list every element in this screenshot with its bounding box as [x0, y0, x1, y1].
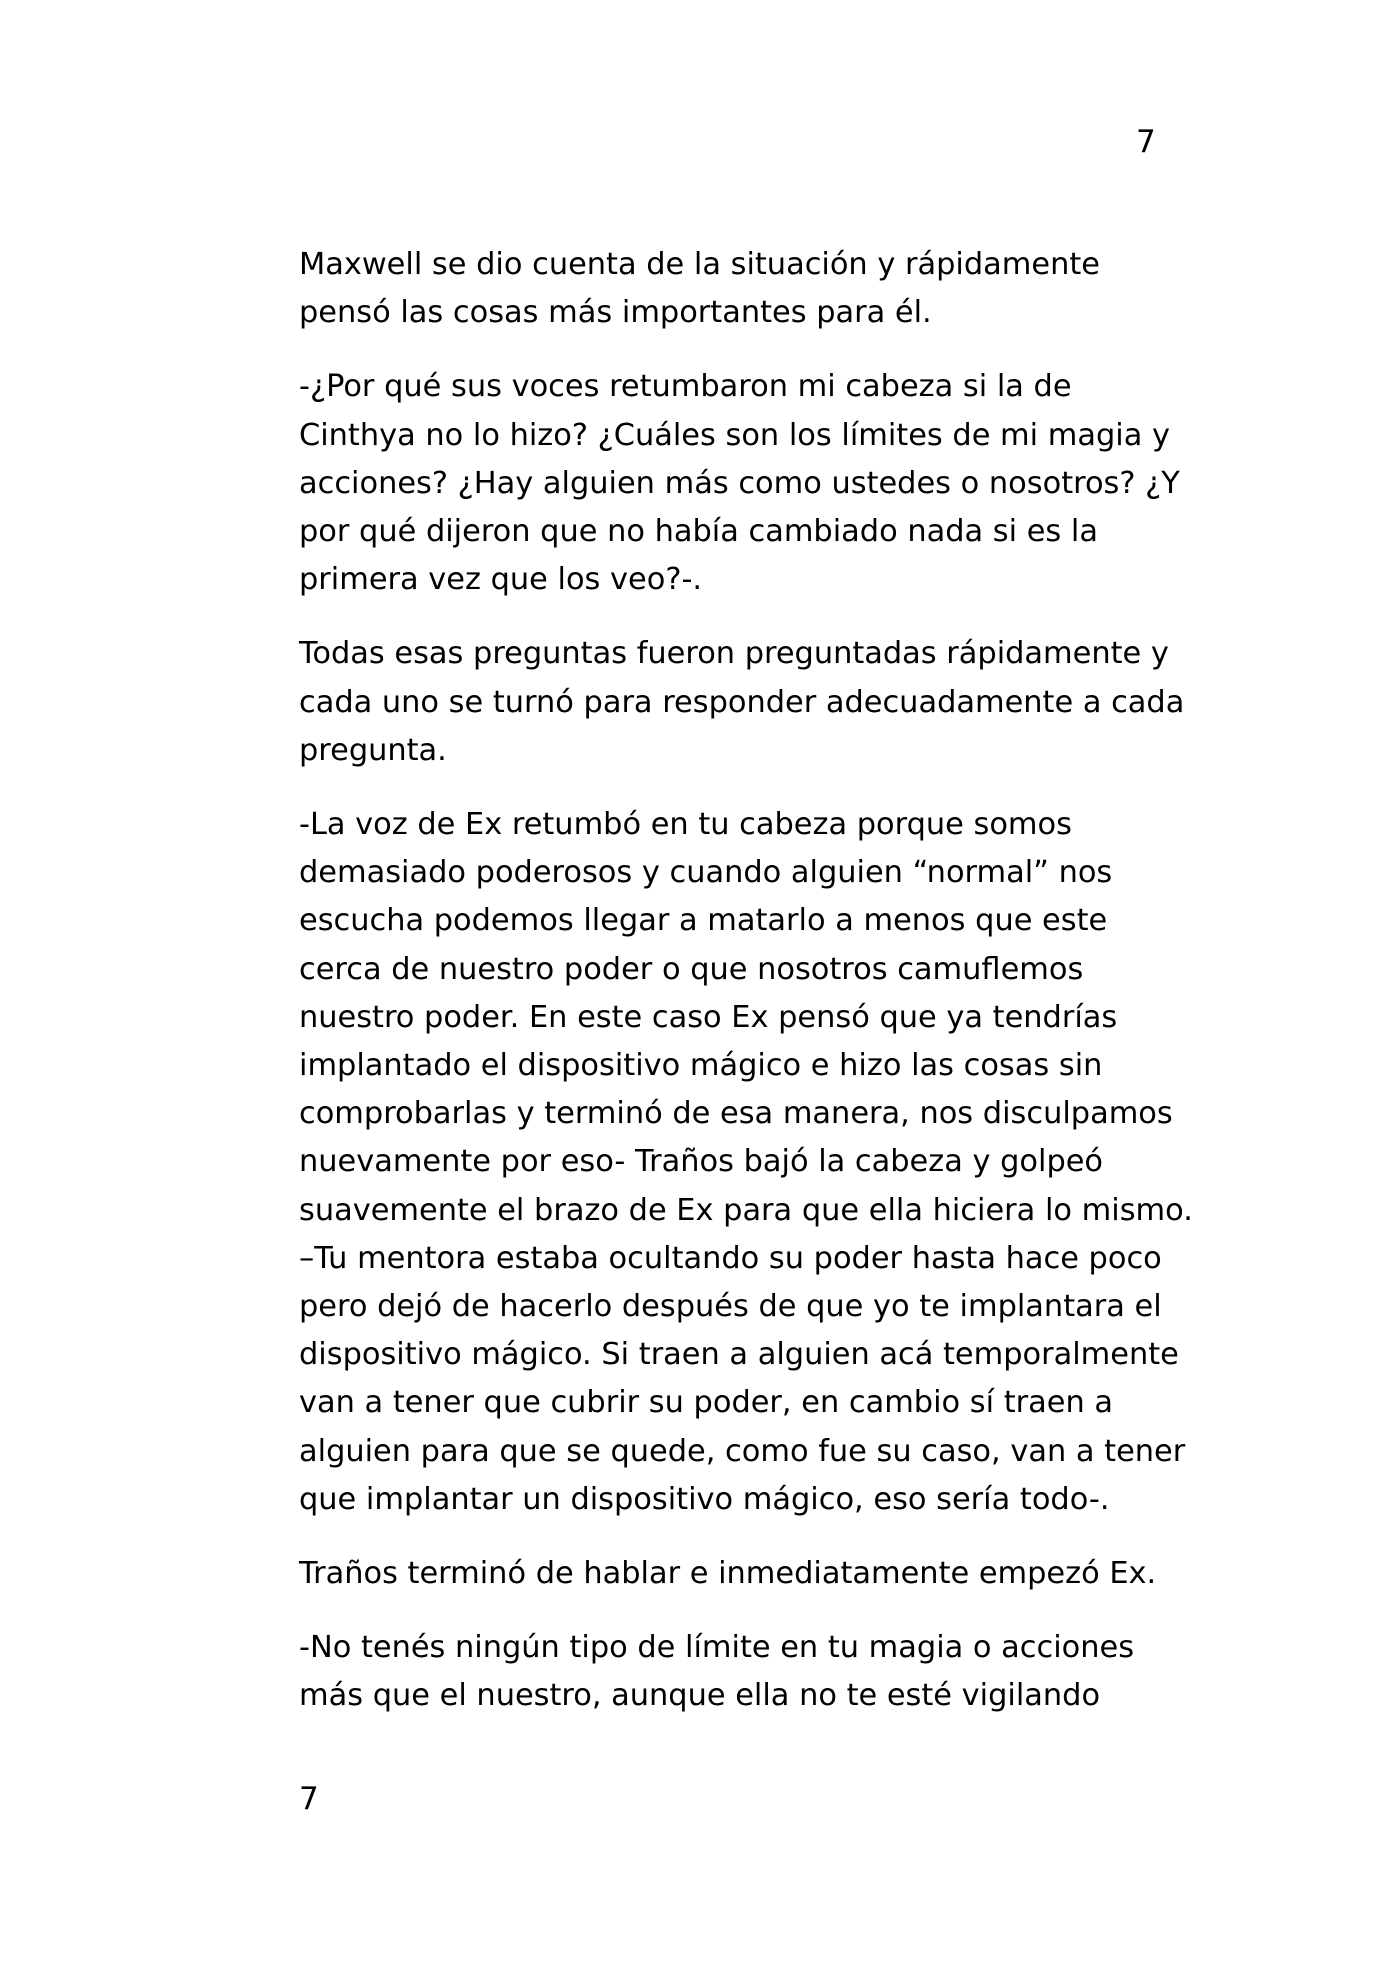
paragraph-4 — [299, 801, 1193, 1524]
text-line: nuevamente por eso- Traños bajó la cabeza y golpeó — [299, 1144, 1104, 1180]
text-line: demasiado poderosos y cuando alguien “normal” nos — [299, 855, 1113, 891]
text-line: cada uno se turnó para responder adecuadamente a cada — [299, 684, 1185, 720]
paragraph-5 — [299, 1550, 1179, 1598]
text-line: Traños terminó de hablar e inmediatamente empezó Ex. — [299, 1556, 1157, 1592]
paragraph-1 — [299, 241, 1179, 337]
text-line: escucha podemos llegar a matarlo a menos que este — [299, 903, 1108, 939]
text-line: suavemente el brazo de Ex para que ella hiciera lo mismo. — [299, 1192, 1193, 1228]
text-line: alguien para que se quede, como fue su caso, van a tener — [299, 1433, 1186, 1469]
text-line: acciones? ¿Hay alguien más como ustedes o nosotros? ¿Y — [299, 465, 1180, 501]
footer-page-number: 7 — [299, 1781, 319, 1817]
text-line: Cinthya no lo hizo? ¿Cuáles son los límites de mi magia y — [299, 417, 1171, 453]
text-line: más que el nuestro, aunque ella no te esté vigilando — [299, 1678, 1101, 1714]
text-line: -La voz de Ex retumbó en tu cabeza porque somos — [299, 807, 1072, 843]
text-line: cerca de nuestro poder o que nosotros camuflemos — [299, 951, 1084, 987]
text-line: comprobarlas y terminó de esa manera, nos disculpamos — [299, 1096, 1173, 1132]
paragraph-2 — [299, 363, 1179, 604]
header-page-number: 7 — [1136, 124, 1156, 160]
text-line: Maxwell se dio cuenta de la situación y rápidamente — [299, 247, 1100, 282]
text-line: Todas esas preguntas fueron preguntadas rápidamente y — [299, 636, 1169, 672]
paragraph-3 — [299, 630, 1185, 775]
text-line: por qué dijeron que no había cambiado nada si es la — [299, 514, 1098, 550]
text-line: van a tener que cubrir su poder, en cambio sí traen a — [299, 1385, 1114, 1421]
text-line: –Tu mentora estaba ocultando su poder hasta hace poco — [299, 1240, 1162, 1276]
text-line: primera vez que los veo?-. — [299, 562, 703, 598]
text-line: dispositivo mágico. Si traen a alguien acá temporalmente — [299, 1337, 1179, 1373]
text-line: -No tenés ningún tipo de límite en tu magia o acciones — [299, 1630, 1135, 1666]
text-line: implantado el dispositivo mágico e hizo las cosas sin — [299, 1048, 1103, 1084]
text-line: que implantar un dispositivo mágico, eso sería todo-. — [299, 1481, 1110, 1517]
text-line: nuestro poder. En este caso Ex pensó que ya tendrías — [299, 999, 1118, 1035]
text-line: pero dejó de hacerlo después de que yo te implantara el — [299, 1289, 1162, 1325]
text-line: -¿Por qué sus voces retumbaron mi cabeza si la de — [299, 369, 1072, 405]
body-text — [299, 241, 1193, 1747]
paragraph-6 — [299, 1624, 1179, 1720]
text-line: pensó las cosas más importantes para él. — [299, 295, 932, 331]
text-line: pregunta. — [299, 732, 447, 768]
